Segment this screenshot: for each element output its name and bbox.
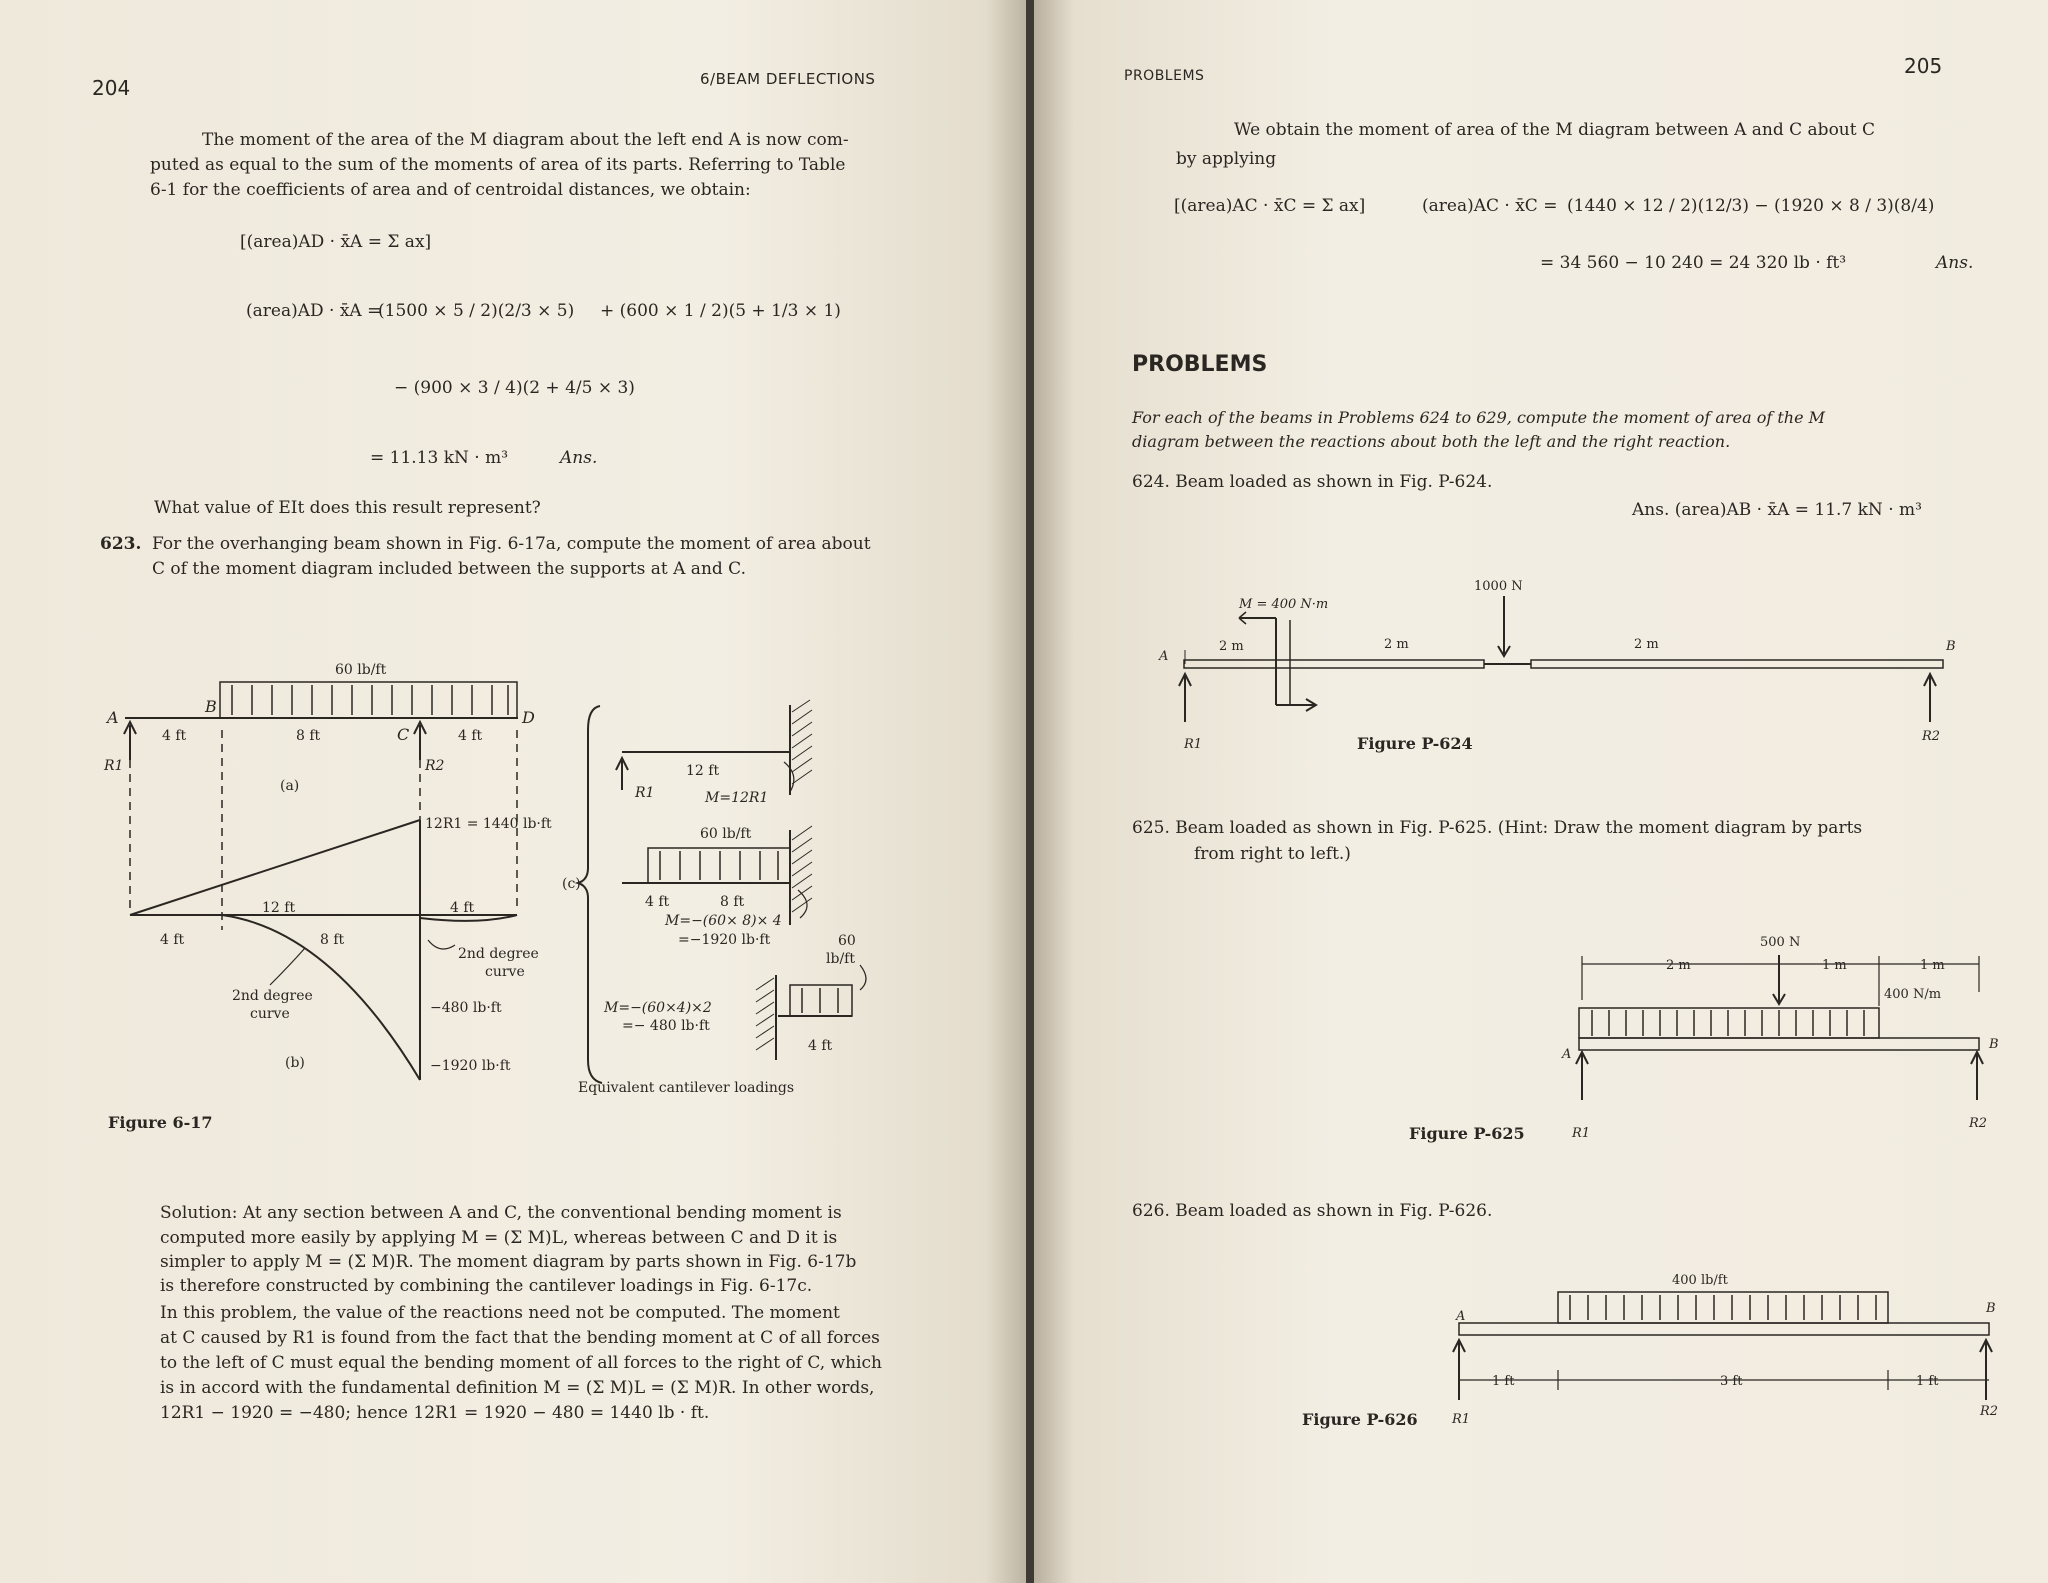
p626-span-1: 1 ft [1492, 1374, 1515, 1389]
solution-line-8: is in accord with the fundamental definition M = (Σ M)L = (Σ M)R. In other words, [160, 1378, 875, 1398]
p624-span-2: 2 m [1384, 637, 1409, 652]
fig-c-60: 60 [838, 933, 856, 949]
right-eq-1a: [(area)AC · x̄C = Σ ax] [1174, 196, 1366, 216]
p625-span-2: 1 m [1822, 958, 1847, 973]
fig-c-moment-1: M=12R1 [705, 790, 769, 806]
p624-r2: R2 [1922, 729, 1941, 744]
result: = 11.13 kN · m³ [370, 448, 509, 468]
fig-b-8ft: 8 ft [320, 932, 345, 948]
fig-curve-2b: curve [485, 964, 525, 980]
p625-r2: R2 [1969, 1116, 1988, 1131]
instructions-line-2: diagram between the reactions about both the left and the right reaction. [1132, 432, 1731, 451]
p624-span-1: 2 m [1219, 639, 1244, 654]
running-head-left: 6/BEAM DEFLECTIONS [700, 70, 876, 88]
fig-point-c: C [397, 725, 410, 744]
p625-force: 500 N [1760, 935, 1801, 950]
fig-c-moment-3b: =− 480 lb·ft [622, 1018, 710, 1034]
problem-624-answer: Ans. (area)AB · x̄A = 11.7 kN · m³ [1632, 500, 1922, 520]
fig-curve-1: 2nd degree [232, 988, 313, 1004]
p625-r1: R1 [1572, 1126, 1591, 1141]
answer-marker: Ans. [560, 448, 598, 468]
intro-line-2: puted as equal to the sum of the moments of area of its parts. Referring to Table [150, 155, 846, 175]
p624-point-b: B [1946, 639, 1956, 654]
fig-c-4ft-2: 4 ft [808, 1038, 833, 1054]
p626-load: 400 lb/ft [1672, 1273, 1728, 1288]
equation-2-lhs: (area)AD · x̄A = [246, 301, 382, 321]
figure-p-626-caption: Figure P-626 [1302, 1410, 1418, 1429]
intro-line-3: 6-1 for the coefficients of area and of centroidal distances, we obtain: [150, 180, 751, 200]
p624-couple: M = 400 N·m [1239, 597, 1329, 612]
p625-span-1: 2 m [1666, 958, 1691, 973]
fig-c-12ft: 12 ft [686, 763, 720, 779]
equation-1: [(area)AD · x̄A = Σ ax] [240, 232, 432, 252]
fig-c-8ft: 8 ft [720, 894, 745, 910]
fig-c-r1: R1 [635, 785, 655, 801]
instructions-line-1: For each of the beams in Problems 624 to 629, compute the moment of area of the M [1132, 408, 1826, 427]
p625-point-b: B [1989, 1037, 1999, 1052]
fig-point-a: A [107, 708, 119, 727]
intro-line-1: The moment of the area of the M diagram about the left end A is now com- [202, 130, 849, 150]
problem-625-line-1: 625. Beam loaded as shown in Fig. P-625. (Hint: Draw the moment diagram by parts [1132, 818, 1863, 838]
fig-b-12ft: 12 ft [262, 900, 296, 916]
problems-heading: PROBLEMS [1132, 352, 1268, 377]
fig-moment-label: 12R1 = 1440 lb·ft [425, 816, 552, 832]
solution-line-2: computed more easily by applying M = (Σ M)L, whereas between C and D it is [160, 1228, 838, 1248]
fig-b-4ft-right: 4 ft [450, 900, 475, 916]
fig-span-1: 4 ft [162, 728, 187, 744]
book-gutter [1026, 0, 1034, 1583]
p626-r1: R1 [1452, 1412, 1471, 1427]
equation-2-term-1: (1500 × 5 / 2)(2/3 × 5) [378, 301, 575, 321]
right-eq-2: = 34 560 − 10 240 = 24 320 lb · ft³ [1540, 253, 1847, 273]
solution-line-6: at C caused by R1 is found from the fact that the bending moment at C of all forces [160, 1328, 880, 1348]
problem-number-623: 623. [100, 534, 142, 554]
p624-point-a: A [1159, 649, 1169, 664]
right-page [1034, 0, 2048, 1583]
solution-line-3: simpler to apply M = (Σ M)R. The moment diagram by parts shown in Fig. 6-17b [160, 1252, 857, 1272]
problem-623-line-1: For the overhanging beam shown in Fig. 6-17a, compute the moment of area about [152, 534, 871, 554]
fig-c-moment-3a: M=−(60×4)×2 [604, 1000, 712, 1016]
p626-point-a: A [1456, 1309, 1466, 1324]
fig-span-3: 4 ft [458, 728, 483, 744]
fig-equivalent-caption: Equivalent cantilever loadings [578, 1080, 795, 1096]
solution-line-7: to the left of C must equal the bending moment of all forces to the right of C, which [160, 1353, 882, 1373]
fig-part-b: (b) [285, 1055, 305, 1071]
figure-6-17-caption: Figure 6-17 [108, 1113, 213, 1132]
p625-span-3: 1 m [1920, 958, 1945, 973]
fig-curve-2: 2nd degree [458, 946, 539, 962]
equation-2-term-2: + (600 × 1 / 2)(5 + 1/3 × 1) [600, 301, 841, 321]
problem-624: 624. Beam loaded as shown in Fig. P-624. [1132, 472, 1493, 492]
right-intro-line-2: by applying [1176, 149, 1277, 169]
fig-span-2: 8 ft [296, 728, 321, 744]
p626-span-2: 3 ft [1720, 1374, 1743, 1389]
problem-623-line-2: C of the moment diagram included between the supports at A and C. [152, 559, 746, 579]
p624-force: 1000 N [1474, 579, 1523, 594]
solution-line-4: is therefore constructed by combining the cantilever loadings in Fig. 6-17c. [160, 1276, 813, 1296]
fig-r1: R1 [104, 758, 124, 774]
fig-load-label: 60 lb/ft [335, 662, 387, 678]
p626-span-3: 1 ft [1916, 1374, 1939, 1389]
right-intro-line-1: We obtain the moment of area of the M diagram between A and C about C [1234, 120, 1875, 140]
right-eq-1c: (1440 × 12 / 2)(12/3) − (1920 × 8 / 3)(8/4) [1567, 196, 1935, 216]
figure-p-624-caption: Figure P-624 [1357, 734, 1473, 753]
p626-r2: R2 [1980, 1404, 1999, 1419]
question: What value of EIt does this result represent? [154, 498, 541, 518]
equation-3: − (900 × 3 / 4)(2 + 4/5 × 3) [394, 378, 635, 398]
fig-r2: R2 [425, 758, 445, 774]
fig-point-d: D [522, 708, 535, 727]
right-eq-1b: (area)AC · x̄C = [1422, 196, 1558, 216]
page-number-left: 204 [92, 76, 131, 100]
p625-load: 400 N/m [1884, 987, 1942, 1002]
p626-point-b: B [1986, 1301, 1996, 1316]
solution-line-5: In this problem, the value of the reactions need not be computed. The moment [160, 1303, 840, 1323]
fig-part-c: (c) [562, 876, 581, 892]
fig-c-moment-2a: M=−(60× 8)× 4 [665, 913, 782, 929]
p624-r1: R1 [1184, 737, 1203, 752]
p625-point-a: A [1562, 1047, 1572, 1062]
figure-p-625-caption: Figure P-625 [1409, 1124, 1525, 1143]
problem-625-line-2: from right to left.) [1194, 844, 1351, 864]
fig-c-moment-2b: =−1920 lb·ft [678, 932, 771, 948]
fig-c-lbft: lb/ft [826, 951, 855, 967]
solution-line-9: 12R1 − 1920 = −480; hence 12R1 = 1920 − 480 = 1440 lb · ft. [160, 1403, 710, 1423]
figure-p-626 [1034, 0, 2048, 1583]
right-answer-marker: Ans. [1936, 253, 1974, 273]
fig-part-a: (a) [280, 778, 300, 794]
fig-c-4ft: 4 ft [645, 894, 670, 910]
fig-m1920: −1920 lb·ft [430, 1058, 511, 1074]
solution-line-1: Solution: At any section between A and C, the conventional bending moment is [160, 1203, 842, 1223]
problem-626: 626. Beam loaded as shown in Fig. P-626. [1132, 1201, 1493, 1221]
fig-m480: −480 lb·ft [430, 1000, 502, 1016]
fig-c-load: 60 lb/ft [700, 826, 752, 842]
page-number-right: 205 [1904, 54, 1943, 78]
fig-point-b: B [205, 697, 217, 716]
fig-b-4ft-left: 4 ft [160, 932, 185, 948]
p624-span-3: 2 m [1634, 637, 1659, 652]
fig-curve-1b: curve [250, 1006, 290, 1022]
running-head-right: PROBLEMS [1124, 68, 1205, 84]
